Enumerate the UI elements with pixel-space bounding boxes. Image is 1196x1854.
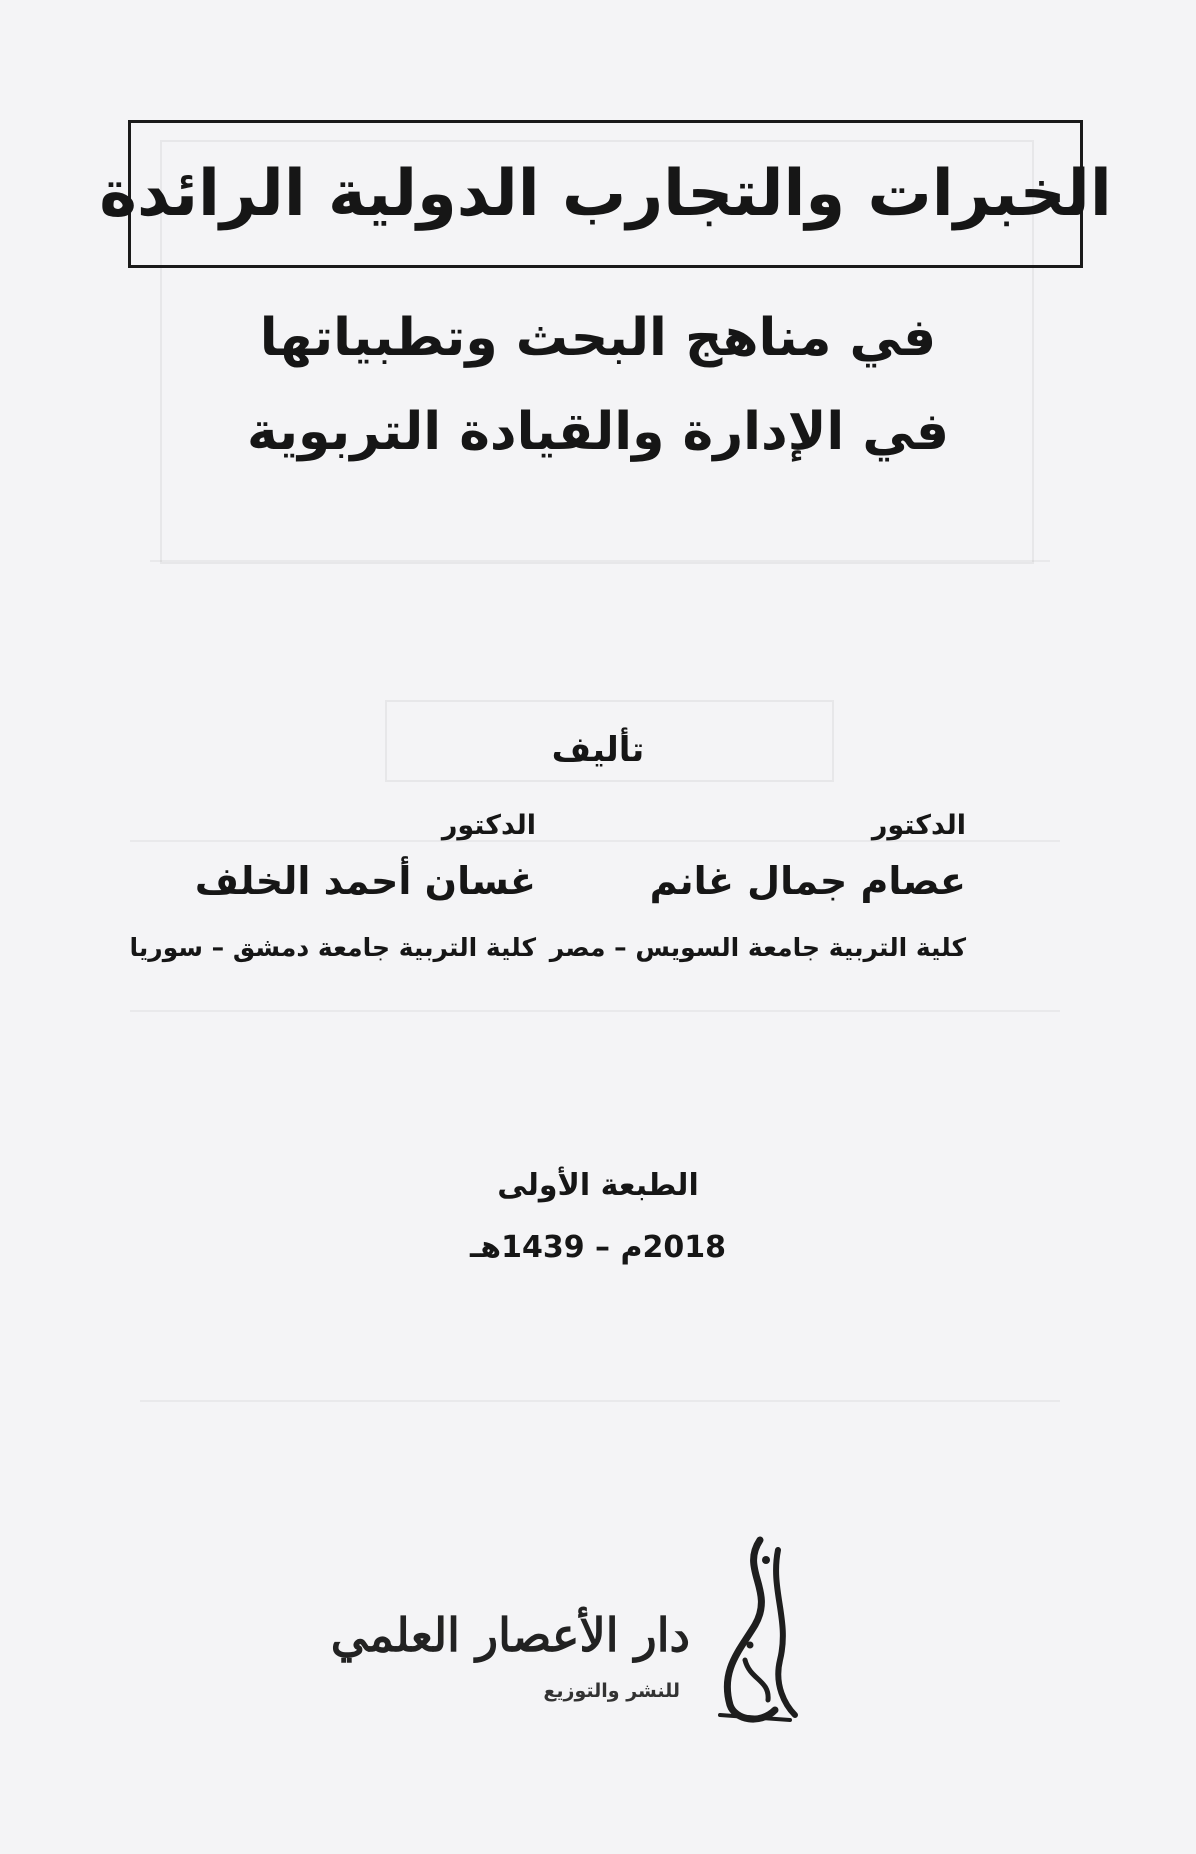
edition-label: الطبعة الأولى bbox=[497, 1168, 699, 1203]
show-through-line bbox=[150, 560, 1050, 562]
author-rank: الدكتور bbox=[871, 810, 966, 841]
show-through-line bbox=[140, 1400, 1060, 1402]
author-affiliation: كلية التربية جامعة دمشق – سوريا bbox=[129, 933, 536, 962]
title-frame bbox=[99, 120, 1112, 268]
publisher-name: دار الأعصار العلمي bbox=[330, 1608, 690, 1662]
publisher-block bbox=[330, 1530, 800, 1730]
publisher-logo-icon bbox=[700, 1530, 800, 1730]
author-2 bbox=[129, 810, 536, 962]
author-1 bbox=[549, 810, 966, 962]
publisher-tagline: للنشر والتوزيع bbox=[543, 1680, 680, 1702]
book-title: الخبرات والتجارب الدولية الرائدة bbox=[99, 157, 1112, 231]
author-rank: الدكتور bbox=[441, 810, 536, 841]
author-affiliation: كلية التربية جامعة السويس – مصر bbox=[549, 933, 966, 962]
author-name: عصام جمال غانم bbox=[649, 859, 966, 903]
show-through-line bbox=[130, 1010, 1060, 1012]
publication-year: 2018م – 1439هـ bbox=[470, 1230, 726, 1265]
book-subtitle-line2: في الإدارة والقيادة التربوية bbox=[247, 402, 949, 462]
book-subtitle-line1: في مناهج البحث وتطبياتها bbox=[259, 308, 937, 368]
author-name: غسان أحمد الخلف bbox=[194, 859, 536, 903]
authored-by-label: تأليف bbox=[551, 730, 645, 770]
